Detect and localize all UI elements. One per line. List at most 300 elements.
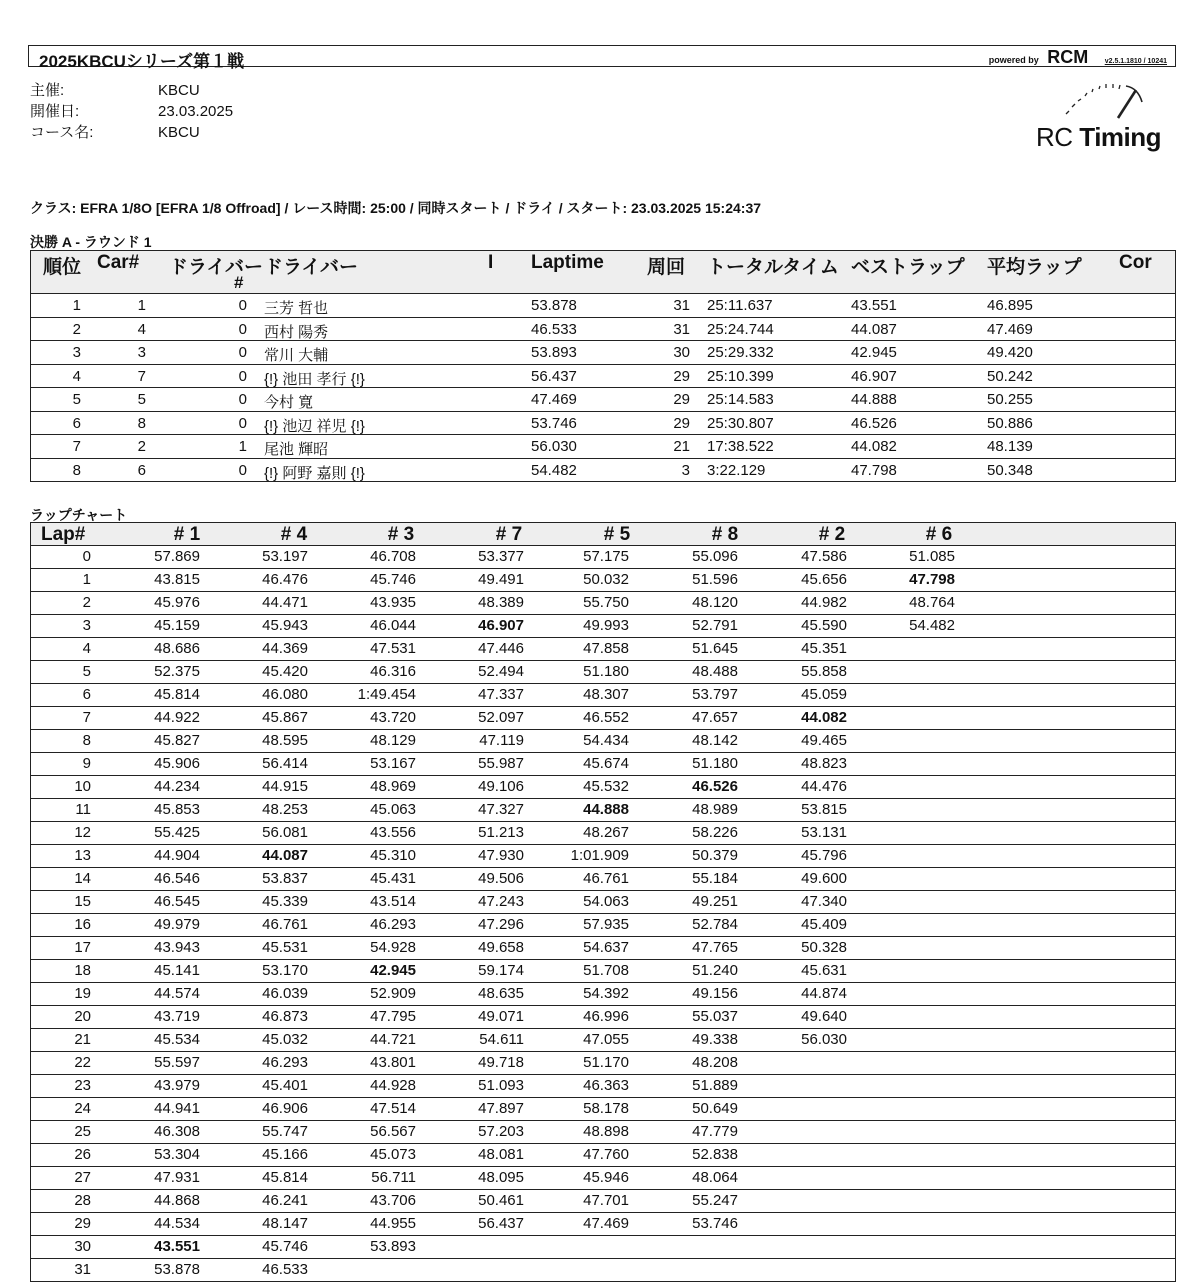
cell-lap-no: 18 bbox=[74, 962, 91, 979]
cell-laptime-car-8: 48.064 bbox=[692, 1169, 738, 1186]
cell-total: 25:24.744 bbox=[707, 320, 774, 338]
cell-laptime-car-4: 45.420 bbox=[262, 663, 308, 680]
cell-laptime-car-8: 50.379 bbox=[692, 847, 738, 864]
cell-total: 25:14.583 bbox=[707, 391, 774, 408]
cell-driver-no: 0 bbox=[238, 414, 247, 432]
cell-lap-no: 7 bbox=[82, 709, 91, 726]
cell-laptime-car-5: 45.532 bbox=[583, 778, 629, 795]
lap-row bbox=[31, 730, 1175, 753]
page-title: 2025KBCUシリーズ第１戦 bbox=[39, 52, 245, 71]
cell-laptime-car-8: 49.251 bbox=[692, 893, 738, 910]
cell-lap-no: 5 bbox=[82, 663, 91, 680]
cell-laptime: 53.893 bbox=[531, 344, 577, 361]
lap-row bbox=[31, 615, 1175, 638]
cell-laptime-car-2: 44.874 bbox=[801, 985, 847, 1002]
cell-lap-no: 25 bbox=[74, 1123, 91, 1140]
title-bar bbox=[28, 45, 1176, 71]
cell-laptime-car-3: 43.706 bbox=[370, 1192, 416, 1209]
meta-course bbox=[30, 122, 233, 143]
header-laptime: Laptime bbox=[531, 252, 604, 273]
result-row bbox=[31, 459, 1175, 482]
cell-pos: 8 bbox=[72, 461, 81, 479]
result-row bbox=[31, 435, 1175, 459]
cell-laptime-car-4: 56.081 bbox=[262, 824, 308, 841]
cell-laptime-car-5: 1:01.909 bbox=[570, 847, 629, 864]
cell-laptime-car-1: 43.815 bbox=[154, 571, 200, 588]
result-row bbox=[31, 341, 1175, 365]
cell-laptime-car-4: 44.471 bbox=[262, 594, 308, 611]
cell-best: 44.082 bbox=[851, 438, 897, 455]
cell-laptime-car-5: 47.858 bbox=[583, 640, 629, 657]
cell-laptime-car-3: 44.928 bbox=[370, 1077, 416, 1094]
header-avg: 平均ラップ bbox=[987, 257, 1082, 278]
header-car-2: # 2 bbox=[818, 524, 846, 545]
cell-laptime-car-4: 44.369 bbox=[262, 640, 308, 657]
cell-laptime-car-3: 46.044 bbox=[370, 617, 416, 634]
lap-row bbox=[31, 1075, 1175, 1098]
cell-avg: 47.469 bbox=[987, 320, 1033, 338]
logo-text-timing: Timing bbox=[1079, 122, 1162, 152]
header-car-5: # 5 bbox=[603, 524, 631, 545]
cell-lap-no: 6 bbox=[82, 686, 91, 703]
cell-laptime-car-2: 49.640 bbox=[801, 1008, 847, 1025]
cell-pos: 1 bbox=[72, 297, 81, 314]
cell-driver: 今村 寛 bbox=[264, 394, 314, 411]
cell-driver-no: 0 bbox=[238, 461, 247, 479]
cell-laptime-car-1: 45.159 bbox=[154, 617, 200, 634]
cell-laptime-car-3: 43.801 bbox=[370, 1054, 416, 1071]
cell-laptime-car-7: 55.987 bbox=[478, 755, 524, 772]
cell-avg: 48.139 bbox=[987, 438, 1033, 455]
lap-row bbox=[31, 1190, 1175, 1213]
cell-best: 46.907 bbox=[851, 367, 897, 385]
cell-laptime-car-1: 43.719 bbox=[154, 1008, 200, 1025]
cell-laptime-car-1: 45.827 bbox=[154, 732, 200, 749]
cell-laptime-car-4: 46.873 bbox=[262, 1008, 308, 1025]
cell-laptime-car-3: 47.531 bbox=[370, 640, 416, 657]
cell-laptime-car-3: 1:49.454 bbox=[357, 686, 416, 703]
cell-laptime: 56.030 bbox=[531, 438, 577, 455]
cell-laptime-car-7: 54.611 bbox=[479, 1031, 524, 1048]
lap-row bbox=[31, 1052, 1175, 1075]
cell-laptime-car-2: 55.858 bbox=[801, 663, 847, 680]
cell-laptime-car-5: 46.761 bbox=[583, 870, 629, 887]
cell-laptime-car-5: 57.175 bbox=[583, 548, 629, 565]
header-car-7: # 7 bbox=[495, 524, 523, 545]
cell-lap-no: 0 bbox=[82, 548, 91, 565]
lap-row bbox=[31, 1167, 1175, 1190]
lapchart-table bbox=[30, 522, 1176, 1282]
cell-lap-no: 14 bbox=[74, 870, 91, 887]
cell-lap-no: 24 bbox=[74, 1100, 91, 1117]
cell-laptime-car-2: 45.590 bbox=[801, 617, 847, 634]
cell-laptime-car-3: 47.795 bbox=[370, 1008, 416, 1025]
cell-laptime-car-5: 47.469 bbox=[583, 1215, 629, 1232]
cell-laptime-car-2: 44.476 bbox=[801, 778, 847, 795]
cell-total: 25:11.637 bbox=[707, 297, 773, 314]
brand-name: RCM bbox=[1047, 47, 1089, 67]
cell-lap-no: 23 bbox=[74, 1077, 91, 1094]
powered-by bbox=[989, 47, 1167, 68]
cell-laptime-car-5: 48.307 bbox=[583, 686, 629, 703]
cell-laptime-car-3: 43.720 bbox=[370, 709, 416, 726]
cell-laptime-car-8: 52.791 bbox=[692, 617, 738, 634]
gauge-icon bbox=[1060, 80, 1150, 122]
cell-laptime-car-8: 48.208 bbox=[692, 1054, 738, 1071]
cell-laptime-car-5: 46.363 bbox=[583, 1077, 629, 1094]
cell-laptime-car-3: 45.746 bbox=[370, 571, 416, 588]
cell-laptime-car-3: 56.567 bbox=[370, 1123, 416, 1140]
cell-laptime-car-8: 55.096 bbox=[692, 548, 738, 565]
cell-laptime-car-4: 45.814 bbox=[262, 1169, 308, 1186]
cell-laptime-car-3: 44.721 bbox=[370, 1031, 416, 1048]
cell-total: 25:10.399 bbox=[707, 367, 774, 385]
cell-laptime-car-3: 46.708 bbox=[370, 548, 416, 565]
cell-laptime-car-8: 53.797 bbox=[692, 686, 738, 703]
cell-laptime-car-4: 46.293 bbox=[262, 1054, 308, 1071]
meta-label: 開催日: bbox=[30, 103, 80, 120]
lap-row bbox=[31, 569, 1175, 592]
cell-laps: 31 bbox=[673, 320, 690, 338]
lap-row bbox=[31, 1259, 1175, 1281]
cell-laptime-car-3: 45.431 bbox=[370, 870, 416, 887]
cell-total: 25:29.332 bbox=[707, 344, 774, 361]
cell-laptime-car-2: 44.982 bbox=[801, 594, 847, 611]
cell-lap-no: 29 bbox=[74, 1215, 91, 1232]
header-car-8: # 8 bbox=[711, 524, 739, 545]
cell-laptime-car-7: 50.461 bbox=[478, 1192, 524, 1209]
cell-laptime-car-3: 47.514 bbox=[370, 1100, 416, 1117]
cell-lap-no: 19 bbox=[74, 985, 91, 1002]
results-header bbox=[31, 251, 1175, 294]
powered-by-label: powered by bbox=[988, 55, 1039, 65]
cell-avg: 50.886 bbox=[987, 414, 1033, 432]
results-body bbox=[31, 294, 1175, 481]
cell-laptime-car-1: 45.976 bbox=[154, 594, 200, 611]
cell-laptime-car-5: 51.180 bbox=[583, 663, 629, 680]
cell-driver: 尾池 輝昭 bbox=[264, 441, 329, 458]
cell-car: 8 bbox=[137, 414, 146, 432]
cell-laptime-car-1: 44.904 bbox=[154, 847, 200, 864]
cell-laptime-car-3: 43.935 bbox=[370, 594, 416, 611]
cell-laptime-car-3: 48.969 bbox=[370, 778, 416, 795]
cell-laptime-car-7: 47.337 bbox=[478, 686, 524, 703]
cell-laptime-car-1: 44.234 bbox=[154, 778, 200, 795]
lap-row bbox=[31, 914, 1175, 937]
cell-car: 1 bbox=[137, 297, 146, 314]
cell-laptime-car-2: 50.328 bbox=[801, 939, 847, 956]
cell-laptime-car-4: 48.253 bbox=[262, 801, 308, 818]
cell-laptime-car-7: 51.213 bbox=[478, 824, 524, 841]
cell-avg: 49.420 bbox=[987, 344, 1033, 361]
result-row bbox=[31, 412, 1175, 436]
cell-lap-no: 26 bbox=[74, 1146, 91, 1163]
cell-laptime-car-8: 52.838 bbox=[692, 1146, 738, 1163]
cell-laptime-car-6: 48.764 bbox=[909, 594, 955, 611]
cell-driver-no: 0 bbox=[238, 367, 247, 385]
cell-laptime-car-4: 46.906 bbox=[262, 1100, 308, 1117]
cell-laptime-car-1: 43.979 bbox=[154, 1077, 200, 1094]
cell-laptime-car-8: 49.156 bbox=[692, 985, 738, 1002]
rc-timing-logo bbox=[1030, 80, 1170, 160]
lap-row bbox=[31, 891, 1175, 914]
header-total: トータルタイム bbox=[707, 257, 839, 278]
cell-laptime-car-8: 47.779 bbox=[692, 1123, 738, 1140]
cell-laptime-car-5: 44.888 bbox=[583, 801, 629, 818]
cell-best: 44.087 bbox=[851, 320, 897, 338]
cell-laptime-car-1: 44.941 bbox=[154, 1100, 200, 1117]
cell-laptime-car-5: 54.637 bbox=[583, 939, 629, 956]
cell-lap-no: 27 bbox=[74, 1169, 91, 1186]
cell-best: 46.526 bbox=[851, 414, 897, 432]
cell-laptime-car-3: 56.711 bbox=[371, 1169, 416, 1186]
header-best: ベストラップ bbox=[851, 257, 965, 278]
cell-laptime-car-5: 51.708 bbox=[583, 962, 629, 979]
cell-laptime-car-8: 49.338 bbox=[692, 1031, 738, 1048]
cell-laptime-car-5: 54.063 bbox=[583, 893, 629, 910]
meta-value: KBCU bbox=[158, 82, 200, 99]
cell-laps: 31 bbox=[673, 297, 690, 314]
cell-laptime-car-5: 48.898 bbox=[583, 1123, 629, 1140]
cell-driver-no: 1 bbox=[238, 438, 247, 455]
cell-laptime-car-3: 46.316 bbox=[370, 663, 416, 680]
lap-row bbox=[31, 1098, 1175, 1121]
cell-laptime-car-5: 48.267 bbox=[583, 824, 629, 841]
cell-lap-no: 21 bbox=[74, 1031, 91, 1048]
cell-laptime-car-4: 44.087 bbox=[262, 847, 308, 864]
cell-car: 6 bbox=[137, 461, 146, 479]
cell-laptime-car-1: 49.979 bbox=[154, 916, 200, 933]
cell-laptime-car-3: 45.063 bbox=[370, 801, 416, 818]
header-cor: Cor bbox=[1119, 252, 1152, 273]
cell-laptime-car-1: 45.814 bbox=[154, 686, 200, 703]
cell-laptime-car-4: 45.867 bbox=[262, 709, 308, 726]
results-table bbox=[30, 250, 1176, 482]
cell-driver-no: 0 bbox=[238, 344, 247, 361]
lap-row bbox=[31, 845, 1175, 868]
header-driver-no-hash: # bbox=[234, 273, 244, 292]
cell-laptime-car-5: 54.434 bbox=[583, 732, 629, 749]
cell-laptime-car-4: 45.746 bbox=[262, 1238, 308, 1255]
cell-laptime-car-1: 45.853 bbox=[154, 801, 200, 818]
cell-laptime-car-1: 55.597 bbox=[154, 1054, 200, 1071]
meta-value: 23.03.2025 bbox=[158, 103, 234, 120]
cell-lap-no: 9 bbox=[82, 755, 91, 772]
cell-laptime-car-1: 44.868 bbox=[154, 1192, 200, 1209]
results-title: 決勝 A - ラウンド 1 bbox=[30, 234, 152, 250]
cell-laptime-car-7: 53.377 bbox=[478, 548, 524, 565]
lap-row bbox=[31, 1144, 1175, 1167]
cell-laptime-car-8: 48.989 bbox=[692, 801, 738, 818]
cell-laptime-car-5: 45.946 bbox=[583, 1169, 629, 1186]
cell-laptime-car-7: 48.095 bbox=[478, 1169, 524, 1186]
cell-laptime-car-8: 51.596 bbox=[692, 571, 738, 588]
cell-laptime-car-3: 43.514 bbox=[370, 893, 416, 910]
header-driver: ドライバー bbox=[264, 257, 359, 278]
header-car-3: # 3 bbox=[387, 524, 415, 545]
cell-driver: {!} 池辺 祥児 {!} bbox=[264, 417, 365, 435]
cell-car: 7 bbox=[137, 367, 146, 385]
cell-avg: 50.348 bbox=[987, 461, 1033, 479]
cell-laptime-car-4: 46.039 bbox=[262, 985, 308, 1002]
cell-car: 5 bbox=[137, 391, 146, 408]
cell-laptime-car-8: 52.784 bbox=[692, 916, 738, 933]
cell-laptime-car-4: 55.747 bbox=[262, 1123, 308, 1140]
cell-laptime: 56.437 bbox=[531, 367, 577, 385]
cell-laptime-car-2: 45.656 bbox=[801, 571, 847, 588]
cell-laptime-car-2: 56.030 bbox=[801, 1031, 847, 1048]
cell-laptime-car-3: 45.310 bbox=[370, 847, 416, 864]
cell-laptime-car-5: 58.178 bbox=[583, 1100, 629, 1117]
cell-pos: 4 bbox=[72, 367, 81, 385]
cell-laptime-car-7: 47.243 bbox=[478, 893, 524, 910]
header-driver-no: ドライバー bbox=[169, 257, 264, 278]
cell-laptime-car-8: 48.142 bbox=[692, 732, 738, 749]
cell-laptime-car-7: 49.491 bbox=[478, 571, 524, 588]
cell-laptime-car-2: 53.131 bbox=[801, 824, 847, 841]
cell-laptime-car-7: 47.119 bbox=[479, 732, 524, 749]
cell-laptime-car-1: 55.425 bbox=[154, 824, 200, 841]
cell-laptime-car-4: 45.339 bbox=[262, 893, 308, 910]
cell-laptime-car-7: 51.093 bbox=[478, 1077, 524, 1094]
cell-lap-no: 31 bbox=[74, 1261, 91, 1278]
cell-lap-no: 3 bbox=[82, 617, 91, 634]
meta-label: コース名: bbox=[30, 124, 94, 141]
header-lap-no: Lap# bbox=[41, 524, 86, 545]
cell-laptime-car-3: 45.073 bbox=[370, 1146, 416, 1163]
cell-laptime-car-1: 46.545 bbox=[154, 893, 200, 910]
cell-laptime-car-1: 45.534 bbox=[154, 1031, 200, 1048]
cell-lap-no: 10 bbox=[74, 778, 91, 795]
cell-pos: 3 bbox=[72, 344, 81, 361]
cell-laptime-car-1: 44.574 bbox=[154, 985, 200, 1002]
cell-laptime-car-1: 45.141 bbox=[154, 962, 200, 979]
cell-laptime-car-7: 49.071 bbox=[478, 1008, 524, 1025]
cell-laptime-car-7: 49.718 bbox=[478, 1054, 524, 1071]
lap-row bbox=[31, 822, 1175, 845]
lap-row bbox=[31, 684, 1175, 707]
cell-laptime-car-1: 45.906 bbox=[154, 755, 200, 772]
cell-laptime-car-4: 53.197 bbox=[262, 548, 308, 565]
cell-laptime-car-5: 55.750 bbox=[583, 594, 629, 611]
cell-avg: 50.242 bbox=[987, 367, 1033, 385]
cell-laptime-car-3: 48.129 bbox=[370, 732, 416, 749]
cell-laptime-car-2: 45.059 bbox=[801, 686, 847, 703]
cell-lap-no: 8 bbox=[82, 732, 91, 749]
result-row bbox=[31, 318, 1175, 342]
cell-laps: 3 bbox=[681, 461, 690, 479]
cell-laptime-car-2: 44.082 bbox=[801, 709, 847, 726]
lap-row bbox=[31, 868, 1175, 891]
cell-lap-no: 20 bbox=[74, 1008, 91, 1025]
cell-laptime-car-8: 51.889 bbox=[692, 1077, 738, 1094]
lap-row bbox=[31, 638, 1175, 661]
cell-laptime-car-5: 49.993 bbox=[583, 617, 629, 634]
cell-laptime-car-8: 48.120 bbox=[692, 594, 738, 611]
header-car: Car# bbox=[97, 252, 140, 273]
lap-row bbox=[31, 960, 1175, 983]
cell-lap-no: 16 bbox=[74, 916, 91, 933]
cell-laptime: 53.746 bbox=[531, 414, 577, 432]
cell-total: 17:38.522 bbox=[707, 438, 774, 455]
cell-laptime-car-5: 47.760 bbox=[583, 1146, 629, 1163]
cell-laptime-car-6: 47.798 bbox=[909, 571, 955, 588]
cell-laptime-car-3: 54.928 bbox=[370, 939, 416, 956]
cell-laptime-car-7: 56.437 bbox=[478, 1215, 524, 1232]
cell-laptime-car-1: 43.551 bbox=[154, 1238, 200, 1255]
cell-avg: 46.895 bbox=[987, 297, 1033, 314]
meta-value: KBCU bbox=[158, 124, 200, 141]
cell-lap-no: 13 bbox=[74, 847, 91, 864]
cell-laptime-car-5: 47.055 bbox=[583, 1031, 629, 1048]
cell-lap-no: 1 bbox=[82, 571, 91, 588]
cell-lap-no: 15 bbox=[74, 893, 91, 910]
cell-laptime-car-8: 51.180 bbox=[692, 755, 738, 772]
cell-lap-no: 2 bbox=[82, 594, 91, 611]
cell-laptime-car-8: 47.657 bbox=[692, 709, 738, 726]
lap-row bbox=[31, 937, 1175, 960]
cell-laptime-car-1: 44.534 bbox=[154, 1215, 200, 1232]
result-row bbox=[31, 294, 1175, 318]
cell-laptime-car-4: 46.761 bbox=[262, 916, 308, 933]
cell-laptime-car-3: 53.893 bbox=[370, 1238, 416, 1255]
cell-laptime-car-5: 46.552 bbox=[583, 709, 629, 726]
cell-driver: 常川 大輔 bbox=[264, 347, 329, 364]
cell-laptime-car-1: 53.304 bbox=[154, 1146, 200, 1163]
cell-car: 4 bbox=[137, 320, 146, 338]
cell-laptime-car-7: 52.097 bbox=[478, 709, 524, 726]
cell-laptime-car-4: 45.943 bbox=[262, 617, 308, 634]
cell-laptime-car-3: 43.556 bbox=[370, 824, 416, 841]
cell-laptime-car-7: 47.327 bbox=[478, 801, 524, 818]
header-car-6: # 6 bbox=[925, 524, 953, 545]
cell-laptime-car-7: 49.658 bbox=[478, 939, 524, 956]
cell-laptime-car-2: 53.815 bbox=[801, 801, 847, 818]
cell-laptime-car-7: 47.296 bbox=[478, 916, 524, 933]
lapchart-title: ラップチャート bbox=[30, 507, 128, 523]
class-info: クラス: EFRA 1/8O [EFRA 1/8 Offroad] / レース時間: 25:00 / 同時スタート / ドライ / スタート: 23.03.2025 15:24:37 bbox=[30, 200, 762, 216]
cell-laptime-car-4: 45.166 bbox=[262, 1146, 308, 1163]
cell-best: 42.945 bbox=[851, 344, 897, 361]
lap-row bbox=[31, 546, 1175, 569]
cell-laptime-car-7: 47.897 bbox=[478, 1100, 524, 1117]
cell-best: 43.551 bbox=[851, 297, 897, 314]
cell-laptime-car-8: 55.184 bbox=[692, 870, 738, 887]
cell-laptime-car-5: 46.996 bbox=[583, 1008, 629, 1025]
cell-best: 47.798 bbox=[851, 461, 897, 479]
cell-lap-no: 4 bbox=[82, 640, 91, 657]
cell-laptime-car-4: 45.032 bbox=[262, 1031, 308, 1048]
cell-laptime-car-7: 46.907 bbox=[478, 617, 524, 634]
cell-laptime-car-3: 42.945 bbox=[370, 962, 416, 979]
cell-laptime-car-1: 53.878 bbox=[154, 1261, 200, 1278]
cell-laptime-car-8: 47.765 bbox=[692, 939, 738, 956]
cell-laptime-car-6: 51.085 bbox=[909, 548, 955, 565]
cell-laptime-car-1: 44.922 bbox=[154, 709, 200, 726]
cell-laptime-car-7: 48.081 bbox=[478, 1146, 524, 1163]
cell-laptime-car-8: 53.746 bbox=[692, 1215, 738, 1232]
cell-laptime: 54.482 bbox=[531, 461, 577, 479]
cell-lap-no: 17 bbox=[74, 939, 91, 956]
cell-laptime-car-4: 46.533 bbox=[262, 1261, 308, 1278]
cell-laps: 29 bbox=[673, 391, 690, 408]
cell-car: 3 bbox=[137, 344, 146, 361]
cell-laptime-car-1: 43.943 bbox=[154, 939, 200, 956]
cell-laptime-car-2: 47.586 bbox=[801, 548, 847, 565]
cell-lap-no: 12 bbox=[74, 824, 91, 841]
cell-laptime-car-7: 49.106 bbox=[478, 778, 524, 795]
lap-row bbox=[31, 983, 1175, 1006]
